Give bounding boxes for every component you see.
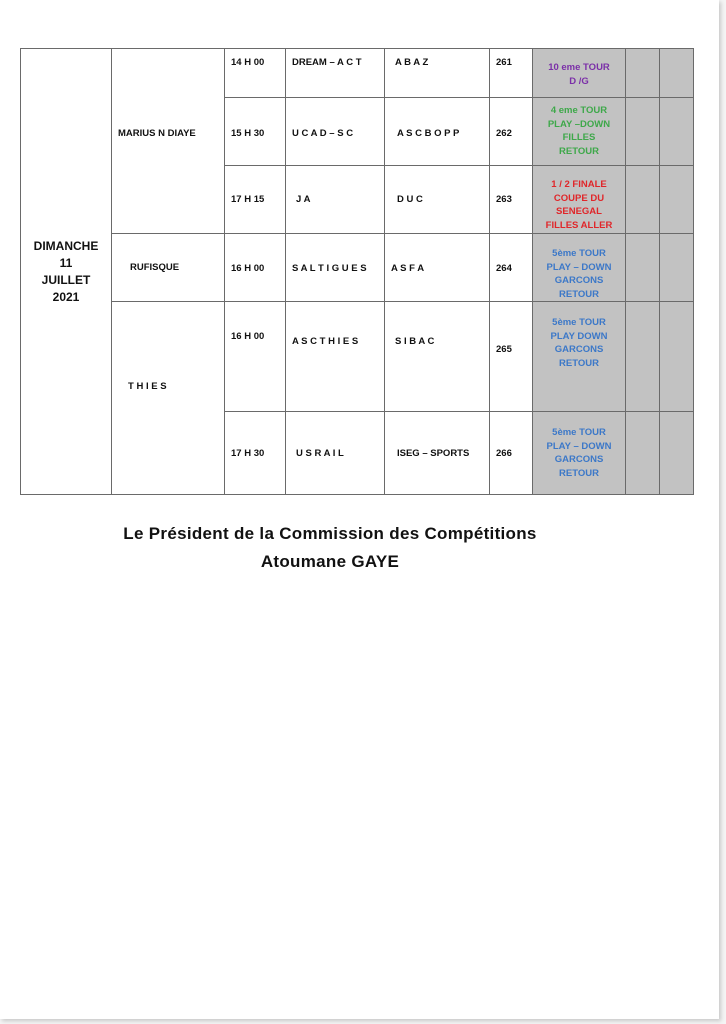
home-team-cell: U C A D – S C [286, 98, 385, 166]
match-schedule-table [20, 48, 694, 495]
signature-title: Le Président de la Commission des Compétitions [123, 524, 537, 543]
away-team-cell: ISEG – SPORTS [385, 412, 490, 495]
stage-label: 10 eme TOUR D /G [548, 62, 610, 87]
away-team-cell: S I B A C [385, 302, 490, 412]
empty-cell [660, 234, 694, 302]
match-number-cell: 264 [490, 234, 533, 302]
empty-cell [660, 98, 694, 166]
match-number-cell: 261 [490, 49, 533, 98]
day-weekday: DIMANCHE [33, 238, 99, 253]
stage-label: 1 / 2 FINALE COUPE DU SENEGAL FILLES ALLER [545, 179, 613, 231]
empty-cell [626, 98, 660, 166]
empty-cell [626, 302, 660, 412]
time-cell: 14 H 00 [225, 49, 286, 98]
time-cell: 16 H 00 [225, 302, 286, 412]
stage-cell [533, 234, 626, 302]
venue-label: T H I E S [128, 380, 167, 392]
match-number-cell: 263 [490, 166, 533, 234]
table-row [21, 234, 694, 302]
empty-cell [626, 234, 660, 302]
stage-label: 5ème TOUR PLAY – DOWN GARCONS RETOUR [546, 427, 612, 479]
stage-cell [533, 302, 626, 412]
away-team-cell: A S C B O P P [385, 98, 490, 166]
stage-cell [533, 49, 626, 98]
home-team-cell: S A L T I G U E S [286, 234, 385, 302]
empty-cell [660, 412, 694, 495]
stage-cell [533, 166, 626, 234]
match-number-cell: 266 [490, 412, 533, 495]
home-team-cell: U S R A I L [286, 412, 385, 495]
stage-label: 5ème TOUR PLAY DOWN GARCONS RETOUR [550, 317, 608, 369]
stage-cell [533, 98, 626, 166]
stage-cell [533, 412, 626, 495]
table-row [21, 302, 694, 412]
match-number-cell: 262 [490, 98, 533, 166]
venue-label: RUFISQUE [130, 262, 180, 273]
empty-cell [660, 302, 694, 412]
empty-cell [626, 166, 660, 234]
venue-label: MARIUS N DIAYE [118, 127, 196, 139]
home-team-cell: DREAM – A C T [286, 49, 385, 98]
day-number: 11 [59, 255, 73, 270]
empty-cell [660, 166, 694, 234]
empty-cell [626, 49, 660, 98]
time-cell: 17 H 30 [225, 412, 286, 495]
venue-cell-thies [112, 302, 225, 495]
home-team-cell: A S C T H I E S [286, 302, 385, 412]
venue-cell-rufisque [112, 234, 225, 302]
away-team-cell: A S F A [385, 234, 490, 302]
empty-cell [626, 412, 660, 495]
table-row [21, 49, 694, 98]
day-month: JUILLET [41, 272, 91, 287]
empty-cell [660, 49, 694, 98]
day-year: 2021 [52, 289, 80, 304]
stage-label: 5ème TOUR PLAY – DOWN GARCONS RETOUR [546, 248, 612, 300]
away-team-cell: A B A Z [385, 49, 490, 98]
signature-name: Atoumane GAYE [260, 552, 400, 571]
time-cell: 15 H 30 [225, 98, 286, 166]
home-team-cell: J A [286, 166, 385, 234]
away-team-cell: D U C [385, 166, 490, 234]
match-number-cell: 265 [490, 302, 533, 412]
time-cell: 16 H 00 [225, 234, 286, 302]
day-cell [21, 49, 112, 495]
venue-cell-marius [112, 49, 225, 234]
stage-label: 4 eme TOUR PLAY –DOWN FILLES RETOUR [547, 105, 611, 157]
time-cell: 17 H 15 [225, 166, 286, 234]
